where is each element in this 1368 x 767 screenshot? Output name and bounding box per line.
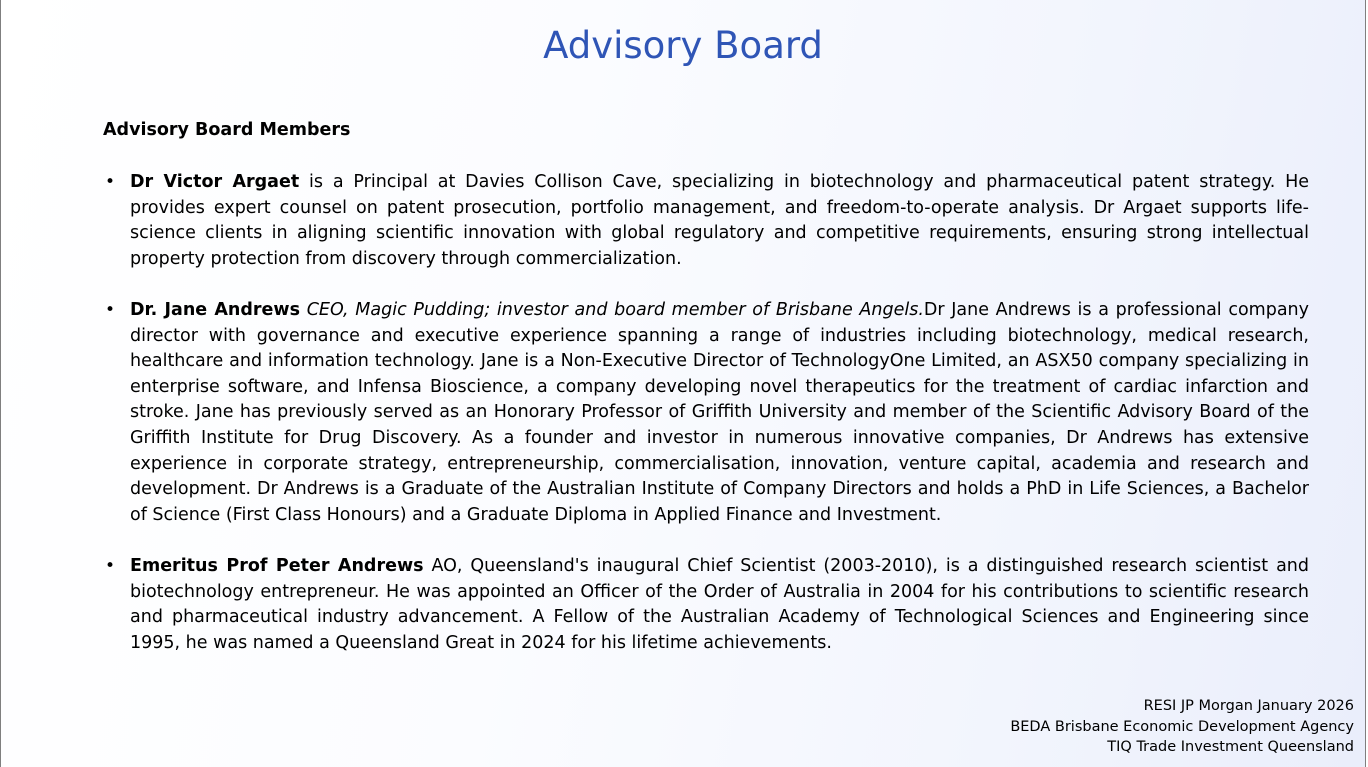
member-bio: Dr Jane Andrews is a professional company director with governance and executive experience spanning a range of industries including biotechnology, medical research, healthcare and information technology. Jane is a Non-Executive Director of TechnologyOne Limited, an ASX50 company specializing in enterprise software, and Infensa Bioscience, a company developing novel therapeutics for the treatment of cardiac infarction and stroke. Jane has previously served as an Honorary Professor of Griffith University and member of the Scientific Advisory Board of the Griffith Institute for Drug Discovery. As a founder and investor in numerous innovative companies, Dr Andrews has extensive experience in corporate strategy, entrepreneurship, commercialisation, innovation, venture capital, academia and research and development. Dr Andrews is a Graduate of the Australian Institute of Company Directors and holds a PhD in Life Sciences, a Bachelor of Science (First Class Honours) and a Graduate Diploma in Applied Finance and Investment. bbox=[130, 299, 1309, 525]
footer-line-beda: BEDA Brisbane Economic Development Agency bbox=[1010, 718, 1354, 735]
member-item-peter-andrews bbox=[103, 554, 1309, 656]
bullet-icon: • bbox=[105, 299, 116, 320]
member-bio: is a Principal at Davies Collison Cave, specializing in biotechnology and pharmaceutical patent strategy. He provides expert counsel on patent prosecution, portfolio management, and freedom-to-operate analysis. Dr Argaet supports life-science clients in aligning scientific innovation with global regulatory and competitive requirements, ensuring strong intellectual property protection from discovery through commercialization. bbox=[130, 172, 1310, 269]
member-role: CEO, Magic Pudding; investor and board member of Brisbane Angels. bbox=[300, 299, 924, 320]
member-bio: AO, Queensland's inaugural Chief Scientist (2003-2010), is a distinguished research scientist and biotechnology entrepreneur. He was appointed an Officer of the Order of Australia in 2004 for his contributions to scientific research and pharmaceutical industry advancement. A Fellow of the Australian Academy of Technological Sciences and Engineering since 1995, he was named a Queensland Great in 2024 for his lifetime achievements. bbox=[130, 555, 1309, 653]
member-name: Dr. Jane Andrews bbox=[130, 299, 301, 320]
member-name: Emeritus Prof Peter Andrews bbox=[130, 555, 424, 576]
member-item-victor-argaet bbox=[103, 170, 1309, 272]
bullet-icon: • bbox=[105, 555, 116, 576]
section-heading: Advisory Board Members bbox=[103, 120, 351, 140]
bullet-icon: • bbox=[105, 172, 116, 192]
member-item-jane-andrews bbox=[103, 298, 1309, 528]
footer-line-tiq: TIQ Trade Investment Queensland bbox=[1107, 739, 1354, 755]
slide-footer bbox=[1010, 696, 1354, 758]
member-name: Dr Victor Argaet bbox=[130, 172, 300, 192]
footer-line-event: RESI JP Morgan January 2026 bbox=[1143, 698, 1354, 714]
slide-title: Advisory Board bbox=[543, 24, 823, 67]
member-list bbox=[103, 170, 1309, 682]
